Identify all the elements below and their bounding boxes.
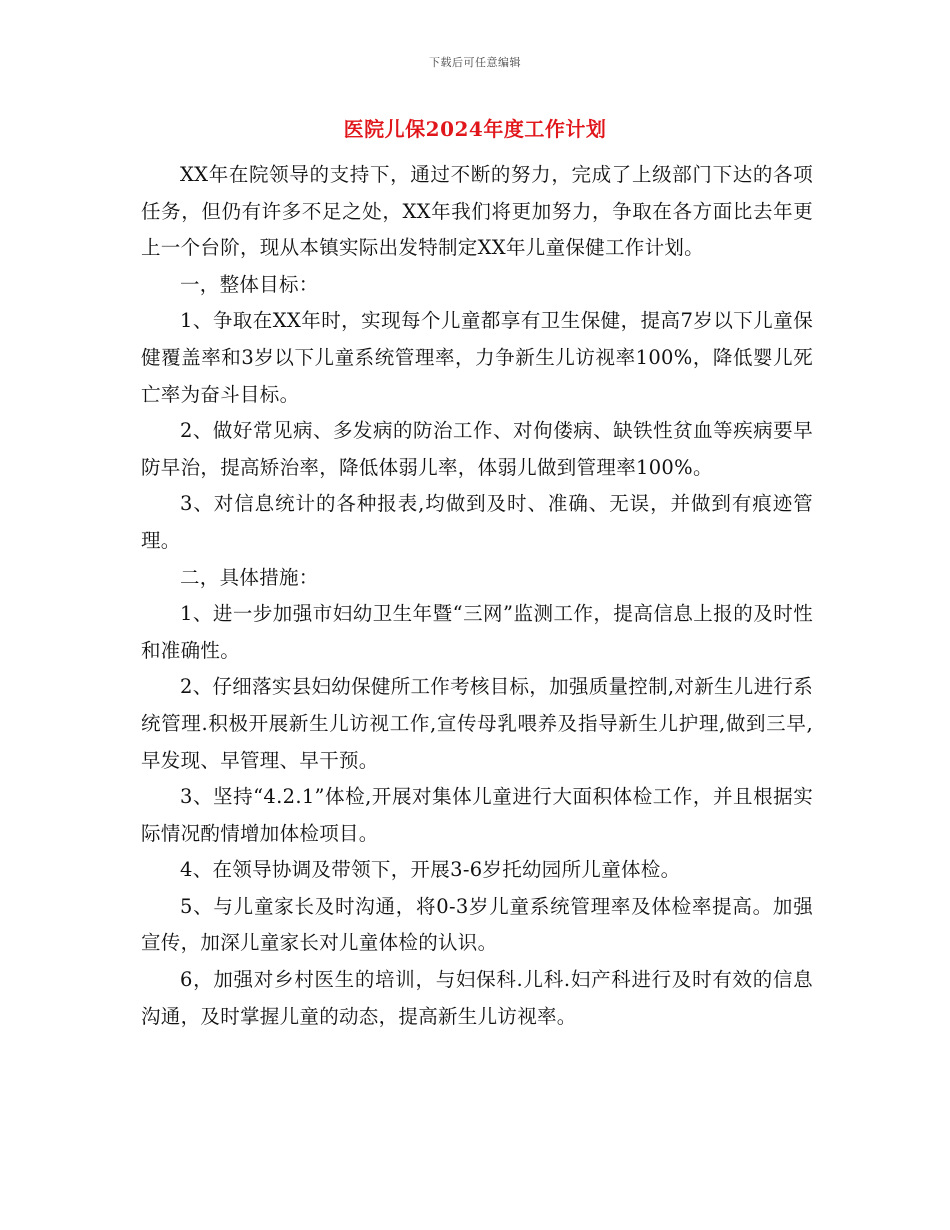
document-title: 医院儿保2024年度工作计划 bbox=[343, 117, 607, 141]
header-note: 下载后可任意编辑 bbox=[429, 56, 521, 69]
goal-item-2: 2、做好常见病、多发病的防治工作、对佝偻病、缺铁性贫血等疾病要早防早治，提高矫治率，降低体弱儿率，体弱儿做到管理率100%。 bbox=[141, 419, 813, 479]
document-body bbox=[141, 157, 813, 1035]
section-heading-measures: 二，具体措施： bbox=[180, 565, 319, 589]
intro-paragraph: XX年在院领导的支持下，通过不断的努力，完成了上级部门下达的各项任务，但仍有许多不足之处，XX年我们将更加努力，争取在各方面比去年更上一个台阶，现从本镇实际出发特制定XX年儿童保健工作计划。 bbox=[141, 163, 813, 260]
measure-item-3: 3、坚持“4.2.1”体检,开展对集体儿童进行大面积体检工作，并且根据实际情况酌情增加体检项目。 bbox=[141, 785, 813, 845]
goal-item-1: 1、争取在XX年时，实现每个儿童都享有卫生保健，提高7岁以下儿童保健覆盖率和3岁以下儿童系统管理率，力争新生儿访视率100%，降低婴儿死亡率为奋斗目标。 bbox=[141, 309, 813, 406]
measure-item-2: 2、仔细落实县妇幼保健所工作考核目标，加强质量控制,对新生儿进行系统管理.积极开展新生儿访视工作,宣传母乳喂养及指导新生儿护理,做到三早,早发现、早管理、早干预。 bbox=[141, 675, 814, 772]
measure-item-1: 1、进一步加强市妇幼卫生年暨“三网”监测工作，提高信息上报的及时性和准确性。 bbox=[141, 602, 813, 662]
measure-item-5: 5、与儿童家长及时沟通，将0-3岁儿童系统管理率及体检率提高。加强宣传，加深儿童家长对儿童体检的认识。 bbox=[141, 894, 813, 955]
measure-item-4: 4、在领导协调及带领下，开展3-6岁托幼园所儿童体检。 bbox=[180, 858, 681, 882]
goal-item-3: 3、对信息统计的各种报表,均做到及时、准确、无误，并做到有痕迹管理。 bbox=[141, 492, 813, 552]
section-heading-goals: 一，整体目标： bbox=[180, 272, 319, 296]
measure-item-6: 6，加强对乡村医生的培训，与妇保科.儿科.妇产科进行及时有效的信息沟通，及时掌握儿童的动态，提高新生儿访视率。 bbox=[141, 968, 813, 1028]
